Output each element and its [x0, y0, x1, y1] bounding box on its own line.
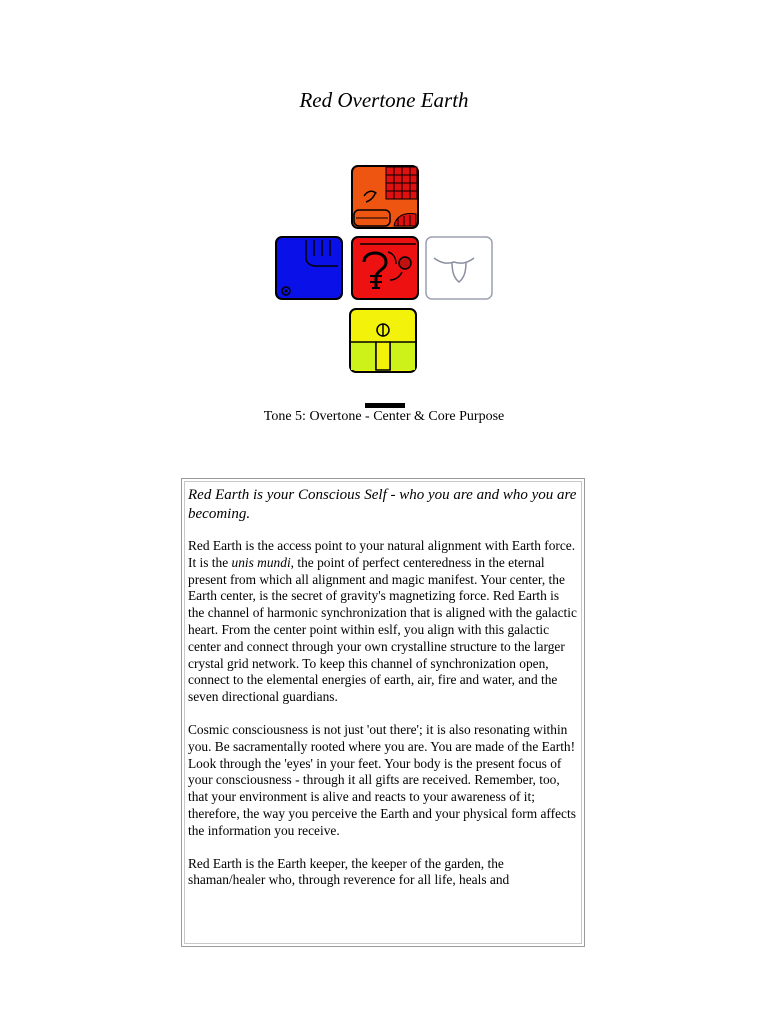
- white-glyph: [426, 237, 492, 299]
- description-box: [181, 478, 585, 947]
- yellow-glyph: [350, 309, 416, 372]
- orange-glyph: [352, 166, 418, 228]
- blue-glyph: [276, 237, 342, 299]
- page-title: Red Overtone Earth: [299, 88, 469, 112]
- lead-paragraph: Red Earth is your Conscious Self - who you are and who you are becoming.: [188, 487, 577, 522]
- glyph-cross-diagram: [274, 164, 496, 374]
- tone-caption: Tone 5: Overtone - Center & Core Purpose: [263, 409, 505, 424]
- tone-bar: [365, 403, 405, 408]
- description-scroll-area[interactable]: [184, 481, 582, 944]
- paragraph-2: Cosmic consciousness is not just 'out there'; it is also resonating within you. Be sacramentally rooted where you are. You are made of the Earth! Look through the 'eyes' in your feet. Your body is the present focus of your consciousness - through it all gifts are received. Remember, too, that your environment is alive and reacts to your awareness of it; therefore, the way you perceive the Earth and your physical form affects the information you receive.: [188, 721, 576, 838]
- latin-term: unis mundi: [231, 554, 291, 570]
- paragraph-1: Red Earth is the access point to your natural alignment with Earth force. It is the unis mundi, the point of perfect centeredness in the eternal present from which all alignment and magic manifest. Your center, the Earth center, is the secret of gravity's magnetizing force. Red Earth is the channel of harmonic synchronization that is aligned with the galactic heart. From the center point within eslf, you align with this galactic center and connect through your own crystalline structure to the larger crystal grid network. To keep this channel of synchronization open, connect to the elemental energies of earth, air, fire and water, and the seven directional guardians.: [188, 538, 577, 705]
- paragraph-3: Red Earth is the Earth keeper, the keeper of the garden, the shaman/healer who, through reverence for all life, heals and: [188, 855, 510, 888]
- red-earth-glyph: [352, 237, 418, 299]
